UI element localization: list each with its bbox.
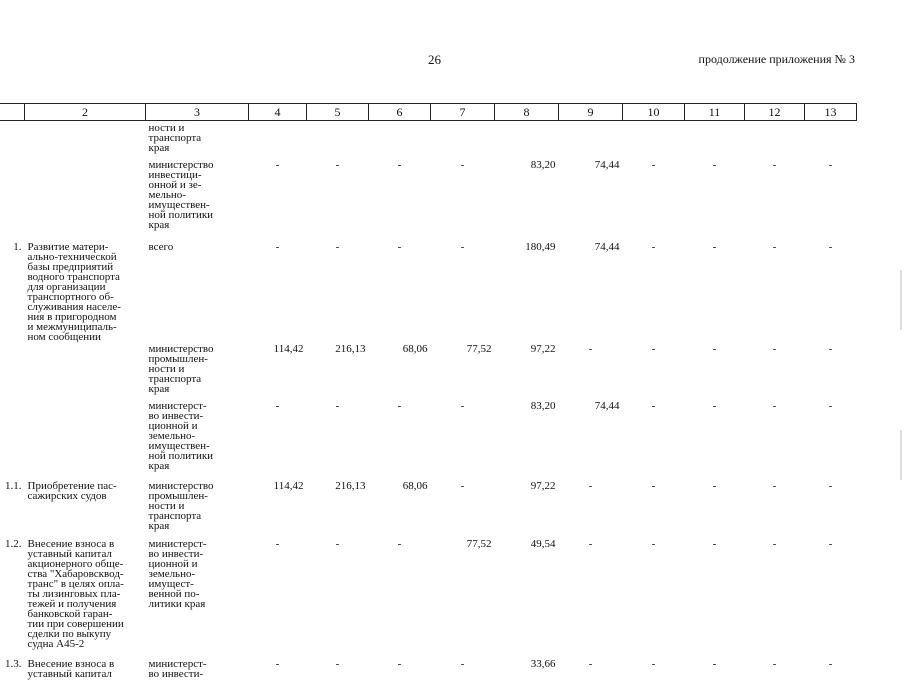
activity-name: Внесение взноса в уставный капитал	[27, 657, 115, 680]
activity-name: Приобретение пас- сажирских судов	[27, 479, 117, 502]
appendix-table	[0, 103, 857, 687]
value-cell: -	[275, 657, 280, 670]
value-cell: 74,44	[594, 158, 620, 171]
row-index	[0, 158, 25, 240]
row-index	[0, 342, 25, 399]
column-header: 5	[307, 104, 369, 121]
activity-name	[25, 121, 146, 158]
table-row	[0, 537, 857, 657]
value-cell: -	[460, 479, 465, 492]
value-cell: 68,06	[402, 479, 428, 492]
executor-cell: министерство промышлен- ности и транспорта края	[148, 479, 214, 532]
value-cell: 97,22	[530, 342, 556, 355]
value-cell: -	[772, 240, 777, 253]
value-cell: -	[275, 240, 280, 253]
table-row	[0, 121, 857, 158]
value-cell: 180,49	[525, 240, 556, 253]
activity-name	[25, 158, 146, 240]
value-cell: 114,42	[273, 342, 304, 355]
column-header: 6	[369, 104, 431, 121]
value-cell: 49,54	[530, 537, 556, 550]
value-cell: -	[588, 479, 593, 492]
row-index: 1.	[13, 240, 22, 253]
page-number: 26	[428, 52, 441, 67]
value-cell: -	[712, 240, 717, 253]
column-number-row	[0, 104, 857, 121]
value-cell: -	[828, 158, 833, 171]
value-cell	[369, 121, 431, 158]
value-cell: -	[335, 240, 340, 253]
value-cell: -	[460, 657, 465, 670]
scan-edge-mark	[900, 430, 902, 480]
value-cell	[495, 121, 559, 158]
value-cell: -	[335, 399, 340, 412]
value-cell: -	[651, 537, 656, 550]
value-cell: -	[588, 657, 593, 670]
column-header: 13	[805, 104, 857, 121]
scan-edge-mark	[900, 270, 902, 330]
value-cell: -	[712, 399, 717, 412]
value-cell	[559, 121, 623, 158]
value-cell: 77,52	[466, 342, 492, 355]
executor-cell: всего	[148, 240, 174, 253]
value-cell: -	[588, 342, 593, 355]
value-cell: -	[712, 479, 717, 492]
activity-name	[25, 342, 146, 399]
value-cell: -	[772, 479, 777, 492]
executor-cell: министерство инвестици- онной и зе- мельно- имуществен- ной политики края	[148, 158, 214, 231]
value-cell: -	[397, 657, 402, 670]
table-row	[0, 399, 857, 479]
row-index	[0, 399, 25, 479]
executor-cell: министерст- во инвести-	[148, 657, 207, 680]
row-index: 1.1.	[5, 479, 22, 492]
value-cell: -	[588, 537, 593, 550]
continuation-note: продолжение приложения № 3	[698, 52, 855, 66]
row-index: 1.2.	[5, 537, 22, 550]
table-row	[0, 657, 857, 687]
value-cell: -	[828, 479, 833, 492]
value-cell: -	[772, 657, 777, 670]
value-cell: 33,66	[530, 657, 556, 670]
value-cell: -	[772, 537, 777, 550]
value-cell: -	[828, 399, 833, 412]
executor-cell: министерст- во инвести- ционной и земельно- имуществен- ной политики края	[148, 399, 214, 472]
value-cell: -	[460, 158, 465, 171]
value-cell: -	[397, 537, 402, 550]
value-cell: -	[712, 537, 717, 550]
executor-cell: ности и транспорта края	[148, 122, 202, 154]
value-cell	[685, 121, 745, 158]
value-cell: -	[397, 240, 402, 253]
value-cell: -	[828, 537, 833, 550]
row-index	[0, 121, 25, 158]
value-cell	[805, 121, 857, 158]
value-cell: 83,20	[530, 399, 556, 412]
value-cell: -	[828, 240, 833, 253]
value-cell: -	[828, 342, 833, 355]
value-cell: -	[335, 537, 340, 550]
activity-name: Развитие матери- ально-технической базы предприятий водного транспорта для организации транспортного об- служивания населе- ния в пригородном и межмуниципаль- ном сообщении	[27, 240, 121, 343]
value-cell: 216,13	[335, 342, 366, 355]
table-row	[0, 479, 857, 537]
value-cell	[623, 121, 685, 158]
column-header: 9	[559, 104, 623, 121]
activity-name: Внесение взноса в уставный капитал акционерного обще- ства "Хабаровсквод- транс" в целях опла- ты лизинговых пла- тежей и получения банковской гаран- тии при совершении сделки по выкупу судна А45-2	[27, 537, 124, 650]
value-cell: 77,52	[466, 537, 492, 550]
value-cell: -	[712, 342, 717, 355]
column-header: 8	[495, 104, 559, 121]
value-cell	[745, 121, 805, 158]
value-cell: 83,20	[530, 158, 556, 171]
column-header: 7	[431, 104, 495, 121]
value-cell: 68,06	[402, 342, 428, 355]
value-cell: -	[460, 399, 465, 412]
executor-cell: министерст- во инвести- ционной и земельно- имущест- венной по- литики края	[148, 537, 207, 610]
value-cell: -	[275, 399, 280, 412]
value-cell	[431, 121, 495, 158]
value-cell: -	[772, 342, 777, 355]
value-cell: -	[275, 537, 280, 550]
value-cell	[307, 121, 369, 158]
column-header: 10	[623, 104, 685, 121]
value-cell: -	[275, 158, 280, 171]
column-header: 11	[685, 104, 745, 121]
value-cell: 114,42	[273, 479, 304, 492]
row-index: 1.3.	[5, 657, 22, 670]
column-header: 4	[249, 104, 307, 121]
value-cell	[249, 121, 307, 158]
table-row	[0, 158, 857, 240]
value-cell: 97,22	[530, 479, 556, 492]
value-cell: -	[651, 240, 656, 253]
activity-name	[25, 399, 146, 479]
value-cell: -	[772, 399, 777, 412]
column-header: 12	[745, 104, 805, 121]
value-cell: -	[712, 657, 717, 670]
value-cell: -	[651, 479, 656, 492]
column-header: 3	[146, 104, 249, 121]
value-cell: -	[460, 240, 465, 253]
table-row	[0, 342, 857, 399]
column-header: 2	[25, 104, 146, 121]
value-cell: -	[828, 657, 833, 670]
value-cell: -	[651, 399, 656, 412]
column-header	[0, 104, 25, 121]
value-cell: -	[712, 158, 717, 171]
value-cell: -	[651, 342, 656, 355]
value-cell: -	[651, 657, 656, 670]
value-cell: -	[651, 158, 656, 171]
value-cell: -	[335, 657, 340, 670]
value-cell: -	[335, 158, 340, 171]
value-cell: -	[397, 399, 402, 412]
value-cell: 74,44	[594, 240, 620, 253]
executor-cell: министерство промышлен- ности и транспорта края	[148, 342, 214, 395]
table-row	[0, 240, 857, 342]
value-cell: 74,44	[594, 399, 620, 412]
value-cell: -	[772, 158, 777, 171]
value-cell: -	[397, 158, 402, 171]
value-cell: 216,13	[335, 479, 366, 492]
